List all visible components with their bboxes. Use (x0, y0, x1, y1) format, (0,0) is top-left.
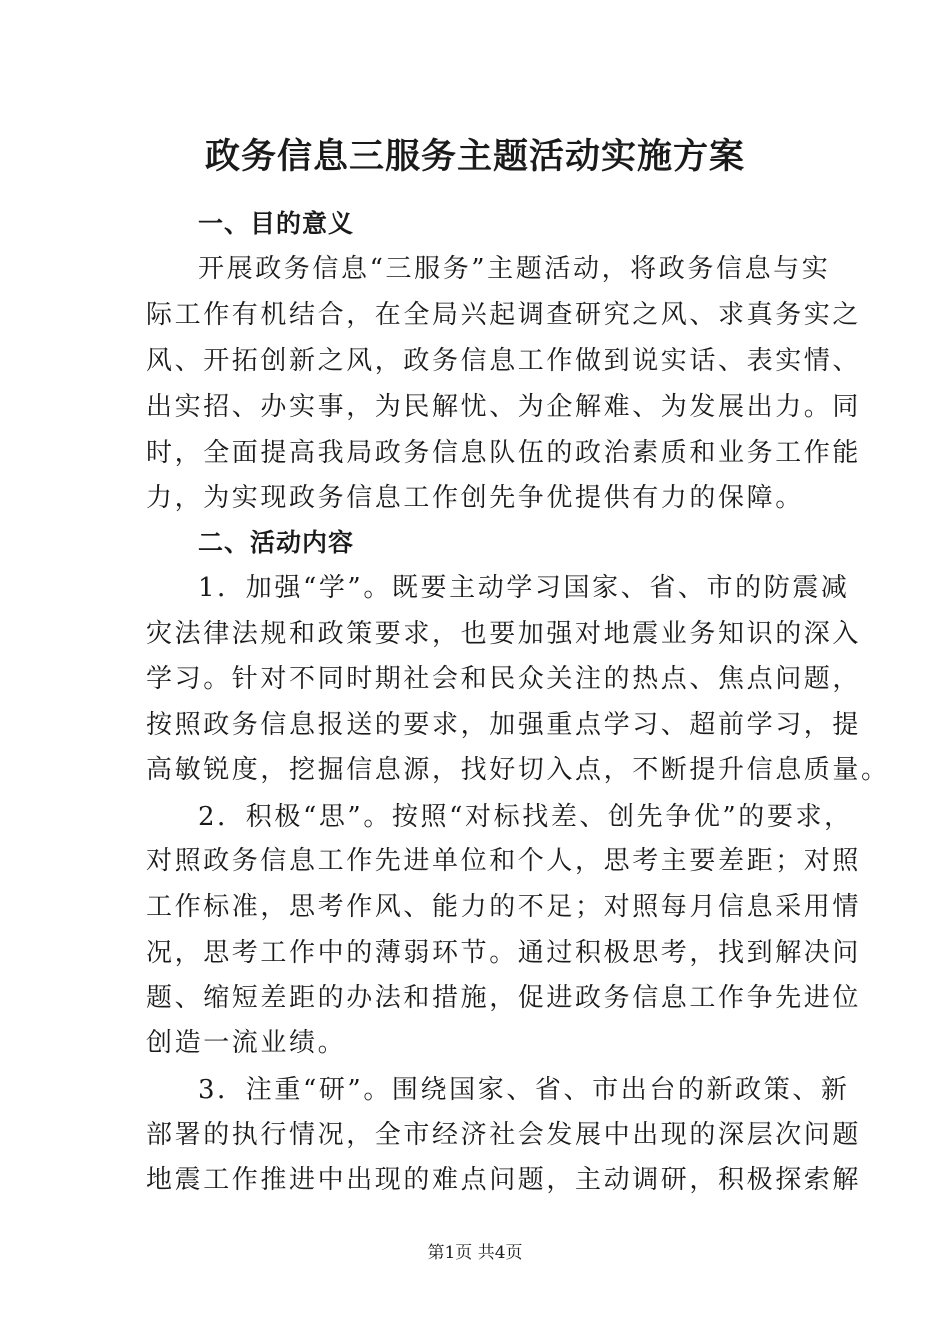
section-heading: 一、目的意义 (198, 209, 355, 238)
document-title: 政务信息三服务主题活动实施方案 (204, 136, 745, 177)
body-text-line: 部署的执行情况，全市经济社会发展中出现的深层次问题 (146, 1120, 862, 1150)
page-footer: 第1页 共4页 (427, 1243, 523, 1263)
body-text-line: 风、开拓创新之风，政务信息工作做到说实话、表实情、 (146, 346, 862, 376)
body-text-line: 3．注重“研”。围绕国家、省、市出台的新政策、新 (198, 1075, 850, 1105)
body-text-line: 题、缩短差距的办法和措施，促进政务信息工作争先进位 (146, 983, 862, 1013)
body-text-line: 开展政务信息“三服务”主题活动，将政务信息与实 (198, 254, 831, 284)
body-text-line: 力，为实现政务信息工作创先争优提供有力的保障。 (146, 483, 804, 513)
body-text-line: 出实招、办实事，为民解忧、为企解难、为发展出力。同 (146, 392, 862, 422)
body-text-line: 时，全面提高我局政务信息队伍的政治素质和业务工作能 (146, 438, 862, 468)
body-text-line: 创造一流业绩。 (146, 1028, 347, 1058)
body-text-line: 际工作有机结合，在全局兴起调查研究之风、求真务实之 (146, 300, 862, 330)
section-heading: 二、活动内容 (198, 528, 355, 557)
body-text-line: 2．积极“思”。按照“对标找差、创先争优”的要求， (198, 802, 853, 832)
body-text-line: 按照政务信息报送的要求，加强重点学习、超前学习，提 (146, 710, 862, 740)
body-text-line: 高敏锐度，挖掘信息源，找好切入点，不断提升信息质量。 (146, 755, 890, 785)
body-text-line: 灾法律法规和政策要求，也要加强对地震业务知识的深入 (146, 619, 862, 649)
body-text-line: 学习。针对不同时期社会和民众关注的热点、焦点问题， (146, 664, 862, 694)
body-text-line: 地震工作推进中出现的难点问题，主动调研，积极探索解 (146, 1165, 862, 1195)
body-text-line: 工作标准，思考作风、能力的不足；对照每月信息采用情 (146, 892, 862, 922)
body-text-line: 况，思考工作中的薄弱环节。通过积极思考，找到解决问 (146, 938, 862, 968)
body-text-line: 1．加强“学”。既要主动学习国家、省、市的防震减 (198, 573, 850, 603)
body-text-line: 对照政务信息工作先进单位和个人，思考主要差距；对照 (146, 846, 862, 876)
